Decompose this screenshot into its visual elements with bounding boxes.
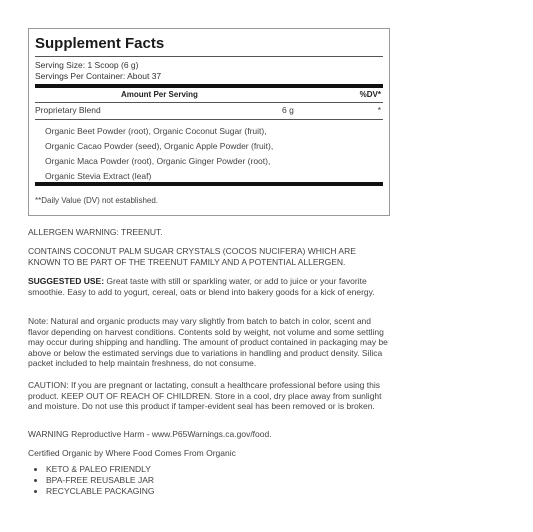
organic-certification: Certified Organic by Where Food Comes From Organic bbox=[28, 448, 236, 458]
blend-name: Proprietary Blend bbox=[35, 105, 101, 115]
caution-text: CAUTION: If you are pregnant or lactating, consult a healthcare professional before using this product. KEEP OUT OF REACH OF CHILDREN. Store in a cool, dry place away from sunlight and moisture. Do not use this product if tamper-evident seal has been removed or is broken. bbox=[28, 380, 382, 412]
amount-per-serving-header: Amount Per Serving bbox=[121, 90, 198, 99]
supplement-facts-panel bbox=[28, 28, 390, 216]
prop65-warning: WARNING Reproductive Harm - www.P65Warnings.ca.gov/food. bbox=[28, 429, 272, 439]
blend-divider bbox=[35, 119, 383, 120]
ingredient-list: Organic Beet Powder (root), Organic Coconut Sugar (fruit), Organic Cacao Powder (seed), Organic Apple Powder (fruit), Organic Maca Powder (root), Organic Ginger Powder (root), Organic Stevia Extract (leaf) bbox=[45, 126, 274, 181]
dv-footnote: **Daily Value (DV) not established. bbox=[35, 196, 159, 205]
servings-per-container: Servings Per Container: About 37 bbox=[35, 71, 162, 81]
column-header bbox=[35, 90, 383, 101]
suggested-use-text: Great taste with still or sparkling water, or add to juice or your favorite smoothie. Easy to add to yogurt, cereal, oats or blend into bakery goods for a kick of energy. bbox=[28, 276, 375, 297]
suggested-use bbox=[28, 276, 388, 297]
allergen-warning: ALLERGEN WARNING: TREENUT. bbox=[28, 227, 163, 237]
feature-item: • KETO & PALEO FRIENDLY bbox=[46, 464, 155, 475]
title-divider bbox=[35, 56, 383, 57]
header-divider bbox=[35, 102, 383, 103]
panel-title: Supplement Facts bbox=[35, 35, 165, 52]
thick-divider-top bbox=[35, 84, 383, 88]
feature-list bbox=[28, 464, 155, 497]
feature-item: • RECYCLABLE PACKAGING bbox=[46, 486, 155, 497]
daily-value-header: %DV* bbox=[359, 90, 381, 99]
feature-item: • BPA-FREE REUSABLE JAR bbox=[46, 475, 155, 486]
blend-amount: 6 g bbox=[282, 105, 294, 115]
contains-notice: CONTAINS COCONUT PALM SUGAR CRYSTALS (COCOS NUCIFERA) WHICH ARE KNOWN TO BE PART OF THE TREENUT FAMILY AND A POTENTIAL ALLERGEN. bbox=[28, 246, 356, 267]
suggested-use-label: SUGGESTED USE: bbox=[28, 276, 105, 286]
product-note: Note: Natural and organic products may vary slightly from batch to batch in color, scent and flavor depending on harvest conditions. Contents sold by weight, not volume and some settling may occur during shipping and handling. The amount of product contained in packaging may be above or below the estimated servings due to variations in handling and product density. Silica packet included to help maintain freshness, do not consume. bbox=[28, 316, 388, 369]
blend-row bbox=[35, 105, 383, 117]
blend-dv: * bbox=[377, 105, 381, 115]
thick-divider-bottom bbox=[35, 182, 383, 186]
serving-size: Serving Size: 1 Scoop (6 g) bbox=[35, 60, 139, 70]
